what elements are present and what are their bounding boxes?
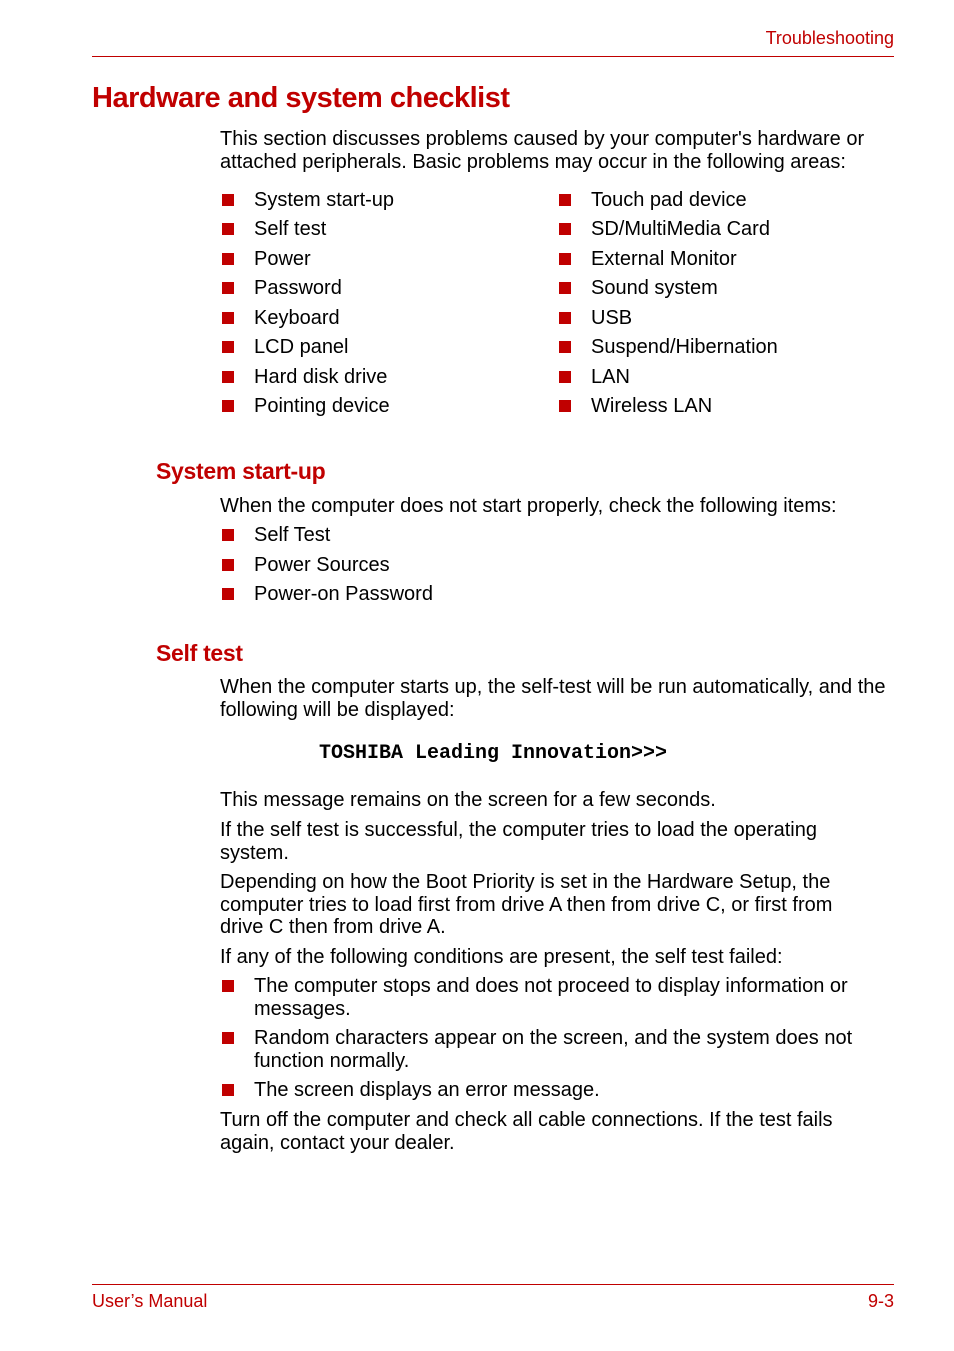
startup-paragraph: When the computer does not start properly, check the following items: [220, 495, 837, 517]
bullet-icon [222, 312, 234, 324]
bullet-icon [559, 223, 571, 235]
bullet-icon [222, 400, 234, 412]
bullet-icon [222, 194, 234, 206]
header-rule [92, 56, 894, 57]
section-heading-self-test: Self test [156, 640, 243, 666]
bullet-icon [222, 371, 234, 383]
bullet-icon [222, 223, 234, 235]
bullet-icon [222, 980, 234, 992]
selftest-paragraph-5: If any of the following conditions are present, the self test failed: [220, 946, 783, 968]
footer-manual-name: User’s Manual [92, 1291, 208, 1311]
boot-message: TOSHIBA Leading Innovation>>> [319, 742, 668, 765]
bullet-icon [559, 194, 571, 206]
selftest-paragraph-4: Depending on how the Boot Priority is set in the Hardware Setup, the computer tries to load first from drive A then from drive C, or first from drive C then from drive A. [220, 871, 833, 938]
selftest-paragraph-6: Turn off the computer and check all cable connections. If the test fails again, contact your dealer. [220, 1109, 833, 1154]
page-title: Hardware and system checklist [92, 82, 510, 114]
bullet-icon [559, 341, 571, 353]
running-header: Troubleshooting [765, 28, 894, 48]
bullet-icon [222, 529, 234, 541]
selftest-paragraph-3: If the self test is successful, the computer tries to load the operating system. [220, 819, 817, 864]
bullet-icon [559, 312, 571, 324]
bullet-icon [222, 1032, 234, 1044]
bullet-icon [559, 371, 571, 383]
footer-rule [92, 1284, 894, 1285]
intro-paragraph: This section discusses problems caused by your computer's hardware or attached peripherals. Basic problems may occur in the following areas: [220, 128, 865, 173]
bullet-icon [222, 341, 234, 353]
bullet-icon [222, 559, 234, 571]
bullet-icon [559, 253, 571, 265]
bullet-icon [222, 282, 234, 294]
selftest-paragraph-2: This message remains on the screen for a few seconds. [220, 789, 716, 811]
bullet-icon [222, 588, 234, 600]
page-number: 9-3 [867, 1291, 894, 1311]
bullet-icon [222, 253, 234, 265]
bullet-icon [222, 1084, 234, 1096]
selftest-paragraph-1: When the computer starts up, the self-test will be run automatically, and the following will be displayed: [220, 676, 886, 721]
bullet-icon [559, 400, 571, 412]
bullet-icon [559, 282, 571, 294]
section-heading-system-startup: System start-up [156, 458, 326, 484]
